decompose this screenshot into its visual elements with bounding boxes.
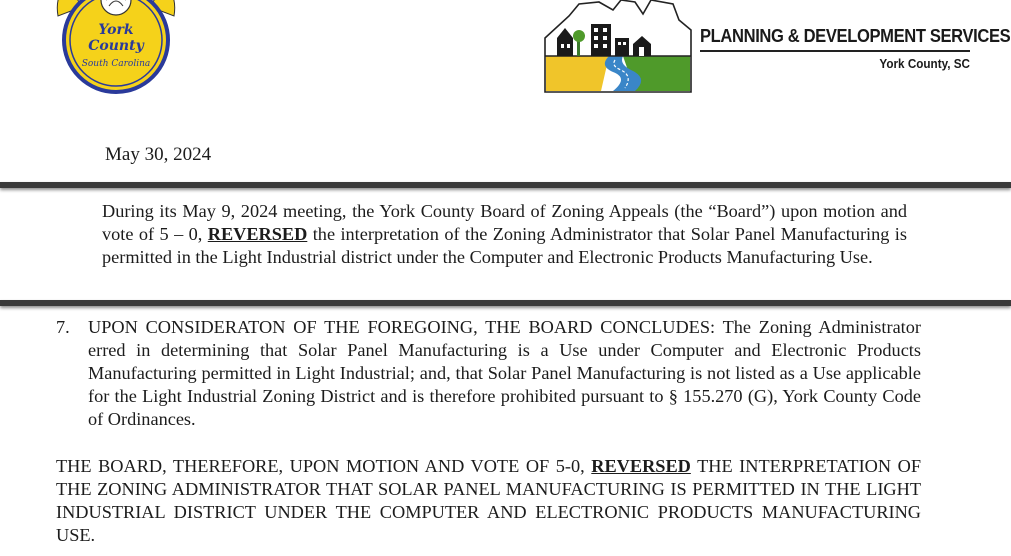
- seal-text-county: County: [88, 38, 144, 54]
- planning-department-logo: [539, 0, 695, 96]
- conclusion-reversed-emphasis: REVERSED: [591, 456, 691, 476]
- seal-text-state: South Carolina: [81, 59, 151, 69]
- summary-paragraph: [102, 200, 907, 269]
- section-separator: [0, 182, 1011, 188]
- conclusion-text-start: THE BOARD, THEREFORE, UPON MOTION AND VOTE OF 5-0,: [56, 456, 592, 476]
- york-county-seal-logo: [54, 0, 178, 100]
- finding-paragraph: UPON CONSIDERATON OF THE FOREGOING, THE BOARD CONCLUDES: The Zoning Administrator erred in determining that Solar Panel Manufacturing is a Use under Computer and Electronic Products Manufacturing permitted in Light Industrial; and, that Solar Panel Manufacturing is not listed as a Use applicable for the Light Industrial Zoning District and is therefore prohibited pursuant to § 155.270 (G), York County Code of Ordinances.: [88, 317, 921, 429]
- letter-date: May 30, 2024: [105, 144, 212, 165]
- summary-text-end: the interpretation of the Zoning Administrator that Solar Panel Manufacturing is permitted in the Light Industrial district under the Computer and Electronic Products Manufacturing Use.: [102, 224, 907, 267]
- finding-number: 7.: [56, 317, 70, 337]
- header-divider: [700, 50, 970, 52]
- seal-text-york: York: [98, 22, 134, 38]
- summary-text-start: During its May 9, 2024 meeting, the York County Board of Zoning Appeals (the “Board”) upon motion and vote of 5 – 0,: [102, 201, 907, 244]
- conclusion-text-end: THE INTERPRETATION OF THE ZONING ADMINISTRATOR THAT SOLAR PANEL MANUFACTURING IS PERMITTED IN THE LIGHT INDUSTRIAL DISTRICT UNDER THE COMPUTER AND ELECTRONIC PRODUCTS MANUFACTURING USE.: [56, 456, 921, 545]
- section-separator: [0, 300, 1011, 306]
- conclusion-paragraph: [56, 455, 921, 547]
- summary-reversed-emphasis: REVERSED: [207, 224, 308, 244]
- department-county: York County, SC: [879, 56, 970, 71]
- buildings-icon: [557, 24, 651, 56]
- department-name: PLANNING & DEVELOPMENT SERVICES: [700, 26, 1011, 46]
